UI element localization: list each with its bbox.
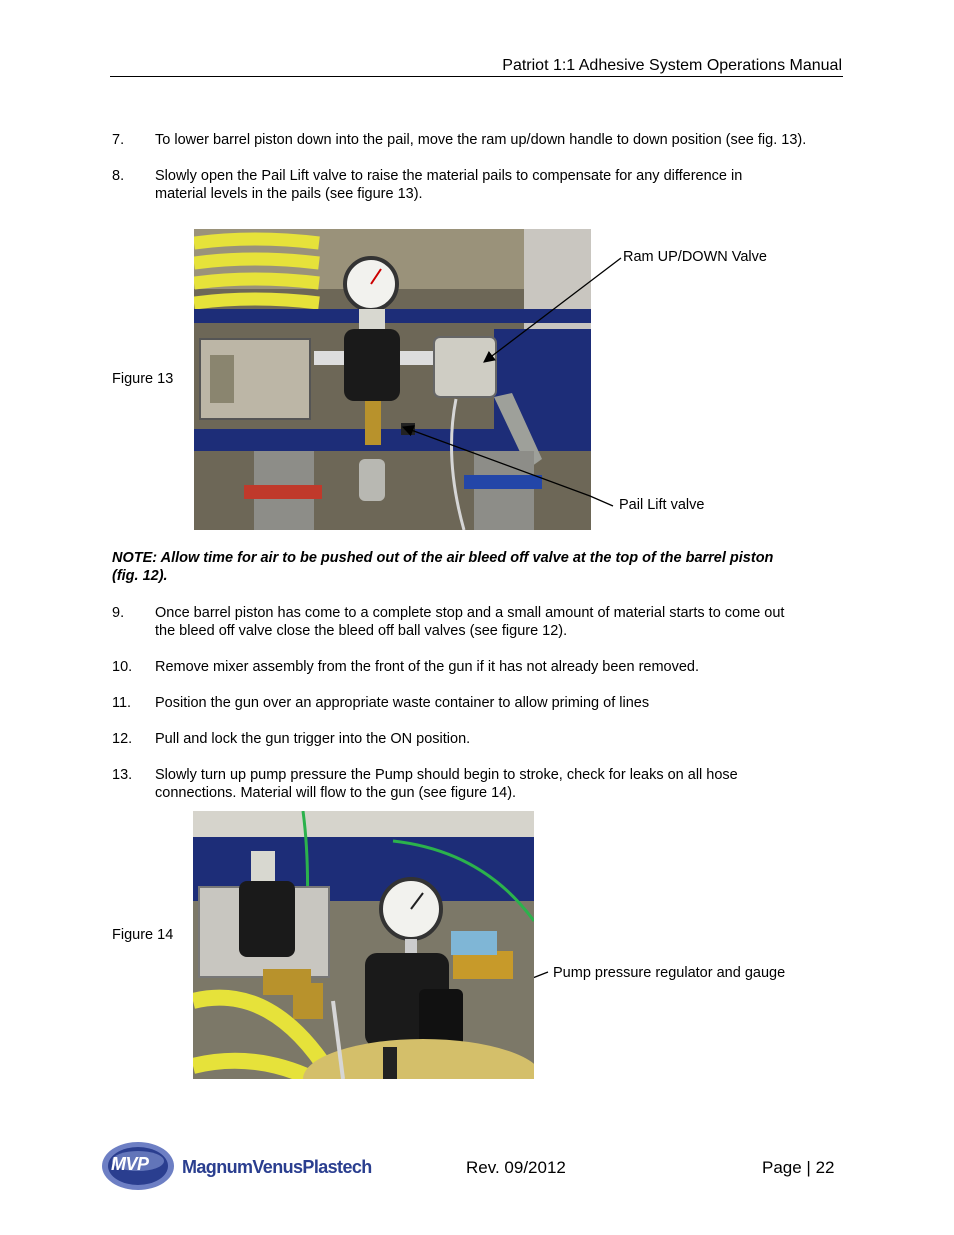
list-item [112, 694, 852, 712]
list-item [112, 658, 852, 676]
logo-mark: MVP [111, 1154, 149, 1174]
step-text: Position the gun over an appropriate waste container to allow priming of lines [155, 695, 650, 711]
step-number: 7. [112, 132, 125, 148]
step-text: the bleed off valve close the bleed off ball valves (see figure 12). [155, 623, 568, 639]
figure-label: Figure 13 [112, 371, 174, 387]
step-number: 8. [112, 168, 125, 184]
step-text: Slowly turn up pump pressure the Pump should begin to stroke, check for leaks on all hose [155, 767, 738, 783]
step-text: Once barrel piston has come to a complete stop and a small amount of material starts to come out [155, 605, 785, 621]
logo-wordmark: MagnumVenusPlastech [182, 1157, 372, 1177]
note [112, 549, 842, 585]
step-text: To lower barrel piston down into the pail, move the ram up/down handle to down position (see fig. 13). [155, 132, 807, 148]
note-line: (fig. 12). [112, 568, 168, 584]
step-number: 13. [112, 767, 133, 783]
step-number: 12. [112, 731, 133, 747]
step-number: 9. [112, 605, 125, 621]
callout-ram-valve: Ram UP/DOWN Valve [623, 249, 767, 265]
callout-pail-lift-valve: Pail Lift valve [619, 497, 705, 513]
step-number: 10. [112, 659, 133, 675]
footer-page-number: Page | 22 [762, 1158, 835, 1177]
footer-logo [100, 1133, 400, 1193]
step-text: Remove mixer assembly from the front of the gun if it has not already been removed. [155, 659, 700, 675]
list-item [112, 604, 852, 640]
list-item [112, 766, 852, 802]
list-item [112, 730, 852, 748]
header-title: Patriot 1:1 Adhesive System Operations Manual [502, 57, 842, 74]
footer-revision: Rev. 09/2012 [466, 1158, 566, 1177]
step-text: material levels in the pails (see figure 13). [155, 186, 423, 202]
note-line: NOTE: Allow time for air to be pushed out of the air bleed off valve at the top of the barrel piston [112, 550, 774, 566]
callout-pump-regulator: Pump pressure regulator and gauge [553, 965, 786, 981]
step-text: connections. Material will flow to the gun (see figure 14). [155, 785, 517, 801]
figure-label: Figure 14 [112, 927, 174, 943]
step-number: 11. [112, 695, 132, 711]
figure-14-photo [193, 811, 534, 1079]
step-text: Slowly open the Pail Lift valve to raise the material pails to compensate for any difference in [155, 168, 743, 184]
step-text: Pull and lock the gun trigger into the ON position. [155, 731, 471, 747]
